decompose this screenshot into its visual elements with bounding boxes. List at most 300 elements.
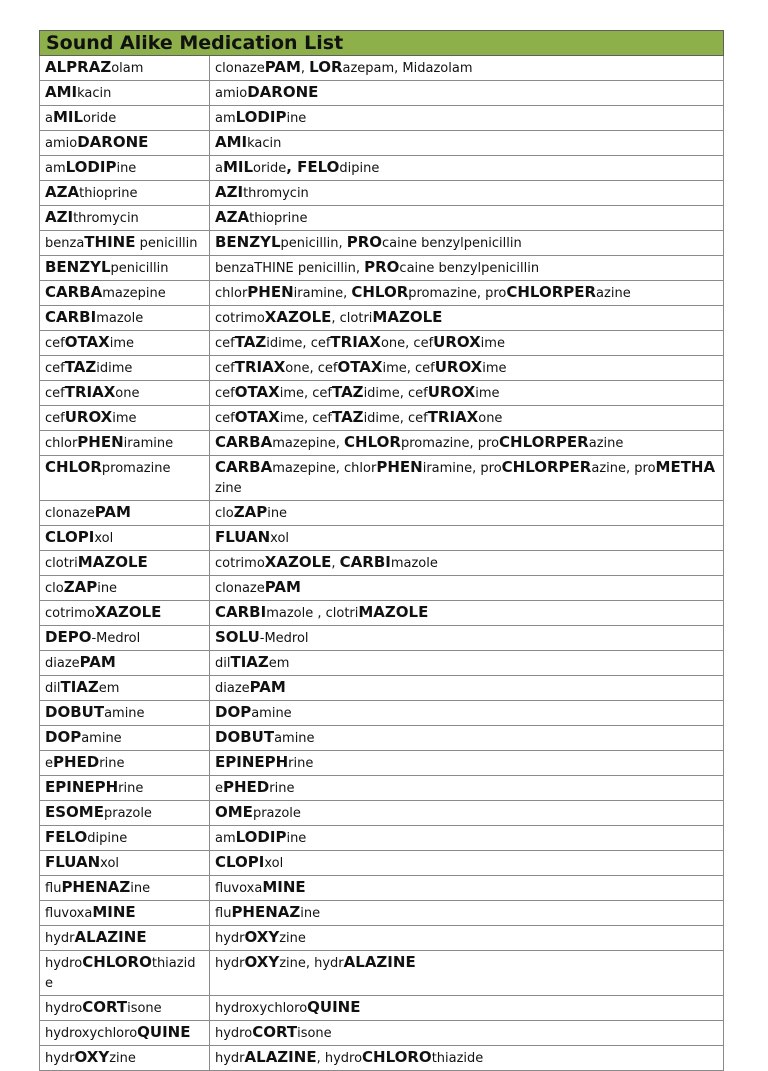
sound-alike-cell (210, 726, 724, 751)
medication-name-cell (40, 926, 210, 951)
sound-alike-cell (210, 256, 724, 281)
sound-alike-cell (210, 56, 724, 81)
plain-fragment: a (215, 161, 223, 176)
plain-fragment: rine (99, 756, 125, 771)
plain-fragment: benza (45, 236, 85, 251)
emphasized-fragment: PRO (364, 258, 400, 276)
plain-fragment: am (215, 111, 236, 126)
emphasized-fragment: EPINEPH (215, 753, 289, 771)
emphasized-fragment: TRIAX (234, 358, 286, 376)
plain-fragment: hydr (215, 1051, 245, 1066)
medication-name-cell (40, 431, 210, 456)
emphasized-fragment: PHEN (77, 433, 124, 451)
emphasized-fragment: UROX (64, 408, 113, 426)
plain-fragment: idime, cef (363, 411, 428, 426)
medication-name-cell (40, 81, 210, 106)
table-row (40, 231, 724, 256)
sound-alike-cell (210, 406, 724, 431)
plain-fragment: hydr (45, 1051, 75, 1066)
plain-fragment: ime (480, 336, 505, 351)
table-row (40, 751, 724, 776)
medication-name-cell (40, 876, 210, 901)
plain-fragment: cotrimo (215, 311, 265, 326)
plain-fragment: thioprine (249, 211, 308, 226)
plain-fragment: promazine, pro (400, 436, 500, 451)
plain-fragment: ine (267, 506, 288, 521)
plain-fragment: dipine (339, 161, 380, 176)
table-row (40, 331, 724, 356)
emphasized-fragment: XAZOLE (94, 603, 162, 621)
sound-alike-cell (210, 1046, 724, 1071)
plain-fragment: mazole (390, 556, 438, 571)
emphasized-fragment: TAZ (64, 358, 97, 376)
plain-fragment: promazine, pro (408, 286, 507, 301)
medication-name-cell (40, 381, 210, 406)
plain-fragment: hydro (215, 1026, 253, 1041)
medication-name-cell (40, 576, 210, 601)
plain-fragment: fluvoxa (215, 881, 263, 896)
plain-fragment: oride (253, 161, 287, 176)
plain-fragment: thiazide (45, 956, 196, 991)
plain-fragment: ime, cef (279, 411, 332, 426)
emphasized-fragment: CLOPI (215, 853, 265, 871)
emphasized-fragment: FLUAN (215, 528, 271, 546)
plain-fragment: ime (112, 411, 137, 426)
plain-fragment: amine (104, 706, 145, 721)
emphasized-fragment: CARBI (339, 553, 391, 571)
emphasized-fragment: CHLOR (351, 283, 409, 301)
plain-fragment: a (45, 111, 53, 126)
emphasized-fragment: CHLORPER (506, 283, 597, 301)
plain-fragment: one (115, 386, 140, 401)
emphasized-fragment: DARONE (247, 83, 319, 101)
table-row (40, 826, 724, 851)
medication-name-cell (40, 1021, 210, 1046)
sound-alike-cell (210, 651, 724, 676)
emphasized-fragment: QUINE (307, 998, 361, 1016)
medication-name-cell (40, 801, 210, 826)
table-row (40, 526, 724, 551)
plain-fragment: flu (45, 881, 62, 896)
emphasized-fragment: FELO (45, 828, 88, 846)
plain-fragment: azine (588, 436, 624, 451)
plain-fragment: cef (45, 361, 65, 376)
plain-fragment: ine (116, 161, 137, 176)
plain-fragment: mycin (269, 186, 309, 201)
plain-fragment: em (98, 681, 120, 696)
plain-fragment: hydro (45, 1001, 83, 1016)
emphasized-fragment: CARBA (45, 283, 103, 301)
plain-fragment: thro (243, 186, 270, 201)
table-row (40, 601, 724, 626)
emphasized-fragment: DARONE (77, 133, 149, 151)
medication-name-cell (40, 456, 210, 501)
sound-alike-cell (210, 306, 724, 331)
medication-name-cell (40, 526, 210, 551)
sound-alike-cell (210, 826, 724, 851)
medication-name-cell (40, 776, 210, 801)
table-row (40, 726, 724, 751)
plain-fragment: one, cef (285, 361, 338, 376)
table-row (40, 431, 724, 456)
table-row (40, 776, 724, 801)
medication-name-cell (40, 501, 210, 526)
plain-fragment: zine (109, 1051, 136, 1066)
plain-fragment: iramine, (293, 286, 352, 301)
medication-name-cell (40, 1046, 210, 1071)
emphasized-fragment: TAZ (332, 383, 364, 401)
plain-fragment: thioprine (79, 186, 138, 201)
emphasized-fragment: DOBUT (215, 728, 275, 746)
emphasized-fragment: MAZOLE (77, 553, 148, 571)
plain-fragment: mazepine (102, 286, 166, 301)
plain-fragment: rine (269, 781, 295, 796)
emphasized-fragment: UROX (427, 383, 476, 401)
plain-fragment: penicillin, (293, 261, 365, 276)
table-row (40, 626, 724, 651)
plain-fragment: diaze (215, 681, 250, 696)
plain-fragment: penicillin, (280, 236, 347, 251)
emphasized-fragment: PAM (94, 503, 131, 521)
table-row (40, 951, 724, 996)
medication-name-cell (40, 626, 210, 651)
plain-fragment: iramine (123, 436, 174, 451)
table-row (40, 131, 724, 156)
sound-alike-cell (210, 1021, 724, 1046)
plain-fragment: e (45, 756, 53, 771)
plain-fragment: prazole (252, 806, 301, 821)
emphasized-fragment: CHLORO (82, 953, 152, 971)
plain-fragment: isone (297, 1026, 332, 1041)
plain-fragment: cotrimo (45, 606, 95, 621)
emphasized-fragment: TIAZ (60, 678, 99, 696)
plain-fragment: idime, cef (266, 336, 331, 351)
table-row (40, 1021, 724, 1046)
emphasized-fragment: THINE (84, 233, 136, 251)
medication-name-cell (40, 306, 210, 331)
plain-fragment: ine (97, 581, 118, 596)
medication-name-cell (40, 701, 210, 726)
emphasized-fragment: OTAX (64, 333, 110, 351)
sound-alike-cell (210, 526, 724, 551)
plain-fragment: fluvoxa (45, 906, 93, 921)
emphasized-fragment: TRIAX (64, 383, 116, 401)
sound-alike-cell (210, 801, 724, 826)
plain-fragment: mazepine, chlor (272, 461, 377, 476)
plain-fragment: clonaze (215, 581, 265, 596)
table-row (40, 456, 724, 501)
sound-alike-cell (210, 431, 724, 456)
table-row (40, 996, 724, 1021)
plain-fragment: cef (215, 386, 235, 401)
plain-fragment: cef (45, 411, 65, 426)
plain-fragment: ime (475, 386, 500, 401)
plain-fragment: cef (45, 336, 65, 351)
plain-fragment: em (268, 656, 290, 671)
emphasized-fragment: CLOPI (45, 528, 95, 546)
table-row (40, 106, 724, 131)
emphasized-fragment: CHLORPER (499, 433, 589, 451)
emphasized-fragment: DOP (215, 703, 252, 721)
plain-fragment: THINE (254, 261, 294, 276)
medication-name-cell (40, 106, 210, 131)
plain-fragment: penicillin (110, 261, 169, 276)
emphasized-fragment: TRIAX (427, 408, 479, 426)
emphasized-fragment: PRO (346, 233, 383, 251)
sound-alike-cell (210, 551, 724, 576)
sound-alike-cell (210, 926, 724, 951)
plain-fragment: hydroxychloro (215, 1001, 308, 1016)
table-row (40, 381, 724, 406)
emphasized-fragment: LOR (309, 58, 343, 76)
emphasized-fragment: ZAP (63, 578, 98, 596)
plain-fragment: clo (45, 581, 64, 596)
medication-name-cell (40, 131, 210, 156)
plain-fragment: zine, hydr (279, 956, 344, 971)
plain-fragment: clo (215, 506, 234, 521)
sound-alike-cell (210, 701, 724, 726)
table-row (40, 801, 724, 826)
emphasized-fragment: PHENAZ (61, 878, 131, 896)
emphasized-fragment: LODIP (65, 158, 117, 176)
emphasized-fragment: OME (215, 803, 253, 821)
medication-name-cell (40, 356, 210, 381)
plain-fragment: chlor (45, 436, 78, 451)
sound-alike-cell (210, 381, 724, 406)
medication-sheet (39, 30, 723, 1071)
emphasized-fragment: FLUAN (45, 853, 101, 871)
emphasized-fragment: PHEN (376, 458, 423, 476)
emphasized-fragment: OXY (244, 953, 280, 971)
emphasized-fragment: TIAZ (230, 653, 269, 671)
emphasized-fragment: CORT (252, 1023, 298, 1041)
emphasized-fragment: AZA (45, 183, 80, 201)
plain-fragment: dil (215, 656, 231, 671)
plain-fragment: benza (215, 261, 255, 276)
table-row (40, 501, 724, 526)
sound-alike-cell (210, 131, 724, 156)
medication-name-cell (40, 331, 210, 356)
plain-fragment: promazine (101, 461, 171, 476)
emphasized-fragment: CARBA (215, 433, 273, 451)
plain-fragment: clonaze (45, 506, 95, 521)
emphasized-fragment: MIL (222, 158, 254, 176)
plain-fragment: amio (45, 136, 78, 151)
plain-fragment: cef (215, 361, 235, 376)
plain-fragment: diaze (45, 656, 80, 671)
emphasized-fragment: OXY (244, 928, 280, 946)
plain-fragment: ine (286, 111, 307, 126)
emphasized-fragment: MINE (262, 878, 306, 896)
plain-fragment: hydr (215, 956, 245, 971)
table-row (40, 281, 724, 306)
emphasized-fragment: MAZOLE (358, 603, 429, 621)
plain-fragment: hydro (45, 956, 83, 971)
plain-fragment: one (478, 411, 503, 426)
sound-alike-cell (210, 356, 724, 381)
plain-fragment: hydr (215, 931, 245, 946)
sound-alike-cell (210, 996, 724, 1021)
table-row (40, 701, 724, 726)
plain-fragment: ime (482, 361, 507, 376)
plain-fragment: ime, cef (382, 361, 435, 376)
plain-fragment: am (45, 161, 66, 176)
medication-name-cell (40, 181, 210, 206)
emphasized-fragment: SOLU (215, 628, 260, 646)
plain-fragment: mazole (96, 311, 144, 326)
sound-alike-cell (210, 676, 724, 701)
emphasized-fragment: PHED (53, 753, 100, 771)
emphasized-fragment: AMI (215, 133, 248, 151)
plain-fragment: thro (73, 211, 100, 226)
sound-alike-cell (210, 206, 724, 231)
sound-alike-cell (210, 951, 724, 996)
plain-fragment: e (215, 781, 223, 796)
plain-fragment: -Medrol (91, 631, 141, 646)
table-row (40, 181, 724, 206)
emphasized-fragment: EPINEPH (45, 778, 119, 796)
table-row (40, 1046, 724, 1071)
emphasized-fragment: XAZOLE (264, 308, 332, 326)
plain-fragment: penicillin (135, 236, 198, 251)
plain-fragment: hydroxychloro (45, 1026, 138, 1041)
emphasized-fragment: BENZYL (215, 233, 281, 251)
sound-alike-cell (210, 876, 724, 901)
emphasized-fragment: BENZYL (45, 258, 111, 276)
plain-fragment: rine (288, 756, 314, 771)
plain-fragment: xol (264, 856, 284, 871)
plain-fragment: mazole , clotri (266, 606, 359, 621)
sound-alike-cell (210, 81, 724, 106)
emphasized-fragment: PHED (223, 778, 270, 796)
table-row (40, 551, 724, 576)
plain-fragment: one, cef (380, 336, 434, 351)
plain-fragment: , clotri (331, 311, 373, 326)
emphasized-fragment: CARBI (215, 603, 267, 621)
emphasized-fragment: OXY (74, 1048, 110, 1066)
medication-name-cell (40, 676, 210, 701)
emphasized-fragment: UROX (433, 333, 481, 351)
emphasized-fragment: DEPO (45, 628, 92, 646)
plain-fragment: clonaze (215, 61, 265, 76)
emphasized-fragment: AMI (45, 83, 78, 101)
plain-fragment: mycin (99, 211, 139, 226)
table-row (40, 206, 724, 231)
plain-fragment: xol (270, 531, 290, 546)
sound-alike-cell (210, 776, 724, 801)
medication-name-cell (40, 156, 210, 181)
plain-fragment: -Medrol (259, 631, 309, 646)
medication-name-cell (40, 256, 210, 281)
emphasized-fragment: PAM (79, 653, 116, 671)
medication-name-cell (40, 901, 210, 926)
plain-fragment: azepam, Midazolam (342, 61, 473, 76)
table-row (40, 926, 724, 951)
plain-fragment: rine (118, 781, 144, 796)
plain-fragment: isone (127, 1001, 162, 1016)
table-row (40, 651, 724, 676)
plain-fragment: xol (94, 531, 114, 546)
emphasized-fragment: XAZOLE (264, 553, 332, 571)
emphasized-fragment: PHEN (247, 283, 294, 301)
plain-fragment: idime, cef (363, 386, 428, 401)
table-row (40, 851, 724, 876)
medication-table (39, 30, 724, 1071)
emphasized-fragment: CHLORPER (501, 458, 592, 476)
emphasized-fragment: ZAP (233, 503, 268, 521)
plain-fragment: azine, pro (591, 461, 656, 476)
medication-name-cell (40, 231, 210, 256)
medication-name-cell (40, 726, 210, 751)
medication-name-cell (40, 996, 210, 1021)
plain-fragment: dipine (87, 831, 128, 846)
plain-fragment: iramine, pro (422, 461, 502, 476)
emphasized-fragment: AZI (45, 208, 74, 226)
sound-alike-cell (210, 331, 724, 356)
plain-fragment: caine benzylpenicillin (382, 236, 522, 251)
plain-fragment: , (331, 556, 340, 571)
plain-fragment: olam (111, 61, 144, 76)
emphasized-fragment: QUINE (137, 1023, 191, 1041)
medication-name-cell (40, 651, 210, 676)
emphasized-fragment: TAZ (234, 333, 267, 351)
emphasized-fragment: ALAZINE (74, 928, 147, 946)
emphasized-fragment: MIL (52, 108, 84, 126)
plain-fragment: clotri (45, 556, 78, 571)
emphasized-fragment: DOP (45, 728, 82, 746)
medication-name-cell (40, 601, 210, 626)
medication-name-cell (40, 281, 210, 306)
plain-fragment: dil (45, 681, 61, 696)
plain-fragment: ime (109, 336, 135, 351)
title-row (40, 31, 724, 56)
emphasized-fragment: ESOME (45, 803, 104, 821)
sound-alike-cell (210, 626, 724, 651)
plain-fragment: kacin (247, 136, 282, 151)
emphasized-fragment: CHLOR (344, 433, 401, 451)
plain-fragment: azine (596, 286, 631, 301)
table-row (40, 156, 724, 181)
emphasized-fragment: PHENAZ (231, 903, 301, 921)
emphasized-fragment: , FELO (286, 158, 340, 176)
plain-fragment: amine (81, 731, 122, 746)
medication-name-cell (40, 56, 210, 81)
sound-alike-cell (210, 751, 724, 776)
emphasized-fragment: CORT (82, 998, 128, 1016)
emphasized-fragment: CARBI (45, 308, 97, 326)
plain-fragment: thiazide (431, 1051, 484, 1066)
emphasized-fragment: TAZ (332, 408, 364, 426)
table-row (40, 676, 724, 701)
plain-fragment: zine (279, 931, 306, 946)
table-row (40, 406, 724, 431)
plain-fragment: idime (96, 361, 133, 376)
plain-fragment: cef (215, 336, 235, 351)
plain-fragment: chlor (215, 286, 248, 301)
plain-fragment: ine (286, 831, 307, 846)
plain-fragment: oride (83, 111, 117, 126)
medication-name-cell (40, 406, 210, 431)
plain-fragment: xol (100, 856, 120, 871)
emphasized-fragment: TRIAX (330, 333, 381, 351)
emphasized-fragment: UROX (434, 358, 483, 376)
sound-alike-cell (210, 576, 724, 601)
plain-fragment: ine (130, 881, 151, 896)
plain-fragment: zine (215, 481, 242, 496)
table-row (40, 56, 724, 81)
plain-fragment: amine (274, 731, 315, 746)
table-row (40, 876, 724, 901)
